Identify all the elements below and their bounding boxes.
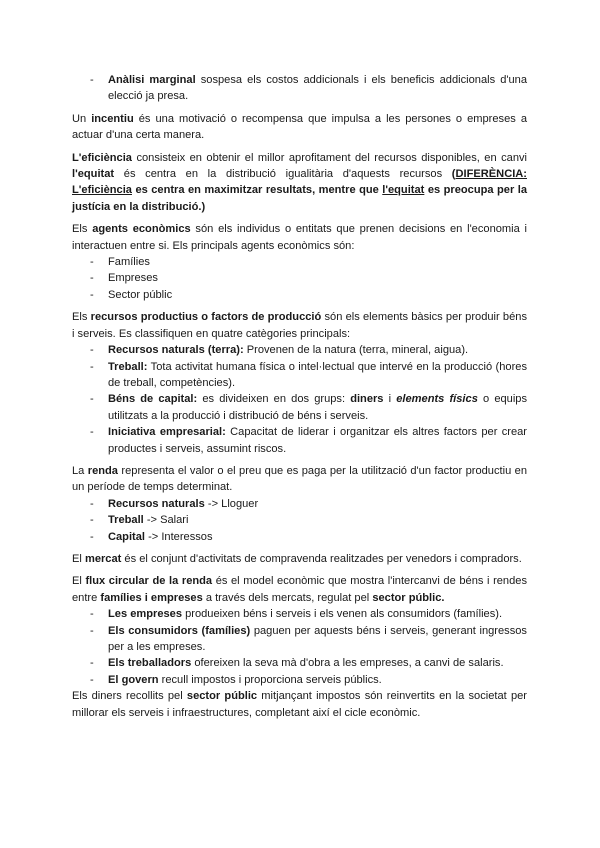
list-item: - Recursos naturals (terra): Provenen de la natura (terra, mineral, aigua). xyxy=(90,344,469,357)
term-sector-public: sector públic xyxy=(186,690,258,703)
dash-bullet: - xyxy=(90,74,94,86)
term-eficiencia: L'eficiència xyxy=(72,151,132,164)
list-item-analisi-marginal: - Anàlisi marginal sospesa els costos addicionals i els beneficis addicionals d'una elecció ja presa. xyxy=(90,74,527,103)
list-item: - Treball -> Salari xyxy=(90,514,189,527)
list-item: - Capital -> Interessos xyxy=(90,530,213,543)
list-item: - Els treballadors ofereixen la seva mà d'obra a les empreses, a canvi de salaris. xyxy=(90,657,504,670)
list-item: - Les empreses produeixen béns i serveis i els venen als consumidors (famílies). xyxy=(90,608,503,621)
paragraph-recursos: Els recursos productius o factors de producció són els elements bàsics per produir béns i serveis. Es classifiquen en quatre catègories principals: xyxy=(72,311,527,340)
list-item: - Famílies xyxy=(90,256,150,269)
list-item: - Béns de capital: es divideixen en dos grups: diners i elements físics o equips utilitzats a la producció i distribució de béns i serveis. xyxy=(90,393,528,422)
term-mercat: mercat xyxy=(84,552,122,565)
term-flux-circular: flux circular de la renda xyxy=(85,575,213,588)
paragraph-flux-closing: Els diners recollits pel sector públic mitjançant impostos són reinvertits en la societat per millorar els serveis i infraestructures, completant així el cicle econòmic. xyxy=(72,690,527,719)
agents-list xyxy=(72,254,527,303)
term-analisi-marginal: Anàlisi marginal xyxy=(108,74,196,86)
paragraph-renda: La renda representa el valor o el preu que es paga per la utilització d'un factor productiu en un període de temps determinat. xyxy=(72,464,528,494)
list-item: - Iniciativa empresarial: Capacitat de liderar i organitzar els altres factors per crear productes i serveis, assumint riscos. xyxy=(90,426,528,455)
term-equitat: l'equitat xyxy=(72,168,115,181)
list-item: - Recursos naturals -> Lloguer xyxy=(90,497,259,510)
paragraph-agents: Els agents econòmics són els individus o entitats que prenen decisions en l'economia i interactuen entre si. Els principals agents econòmics són: xyxy=(72,223,528,252)
paragraph-eficiencia: L'eficiència consisteix en obtenir el millor aprofitament del recursos disponibles, en canvi l'equitat és centra en la distribució igualitària d'aquests recursos (DIFERÈNCIA: L'eficiència es centra en maximitzar resultats, mentre que l'equitat es preocupa per la justícia en la distribució.) xyxy=(72,151,527,213)
flux-list xyxy=(72,606,527,688)
term-recursos: recursos productius o factors de producció xyxy=(90,311,322,324)
list-item: - Empreses xyxy=(90,272,158,285)
list-item: - Sector públic xyxy=(90,288,173,301)
top-list xyxy=(72,72,527,105)
term-agents-economics: agents econòmics xyxy=(92,223,191,236)
difference-note: (DIFERÈNCIA: L'eficiència es centra en maximitzar resultats, mentre que l'equitat es preocupa per la justícia en la distribució.) xyxy=(72,168,527,213)
list-item: - Els consumidors (famílies) paguen per aquests béns i serveis, generant ingressos per a les empreses. xyxy=(90,624,527,653)
paragraph-incentiu: Un incentiu és una motivació o recompensa que impulsa a les persones o empreses a actuar d'una certa manera. xyxy=(72,112,527,142)
term-renda: renda xyxy=(87,464,118,477)
recursos-list xyxy=(72,342,527,457)
list-item: - El govern recull impostos i proporciona serveis públics. xyxy=(90,673,382,686)
term-incentiu: incentiu xyxy=(91,112,134,125)
paragraph-mercat: El mercat és el conjunt d'activitats de compravenda realitzades per venedors i compradors. xyxy=(72,552,522,565)
renda-list xyxy=(72,496,527,545)
document-page xyxy=(72,72,527,727)
paragraph-flux: El flux circular de la renda és el model econòmic que mostra l'intercanvi de béns i rendes entre famílies i empreses a través dels mercats, regulat pel sector públic. xyxy=(72,575,527,604)
list-item: - Treball: Tota activitat humana física o intel·lectual que intervé en la producció (hores de treball, competències). xyxy=(90,360,527,389)
